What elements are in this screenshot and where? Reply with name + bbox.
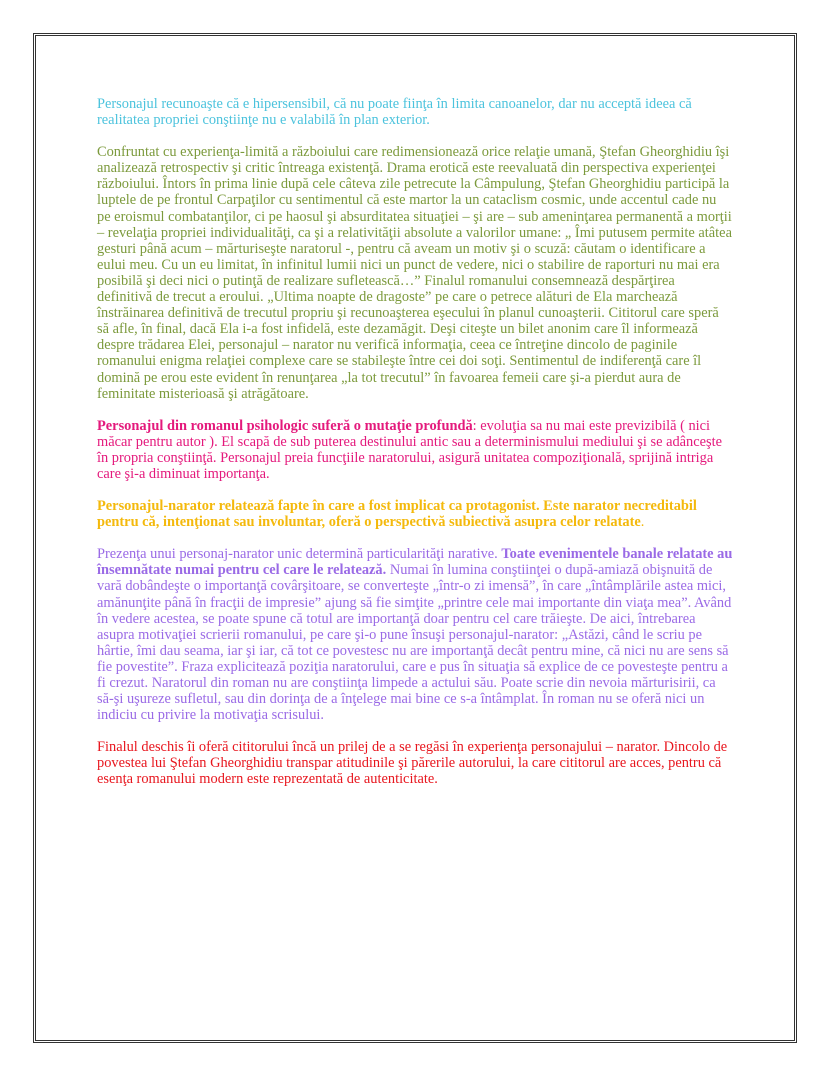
paragraph-narrator	[97, 498, 733, 530]
paragraph-psychological-character	[97, 418, 733, 482]
bold-phrase: Personajul din romanul psihologic suferă o mutaţie profundă	[97, 417, 473, 434]
paragraph-open-ending: Finalul deschis îi oferă cititorului încă un prilej de a se regăsi în experienţa personajului – narator. Dincolo de povestea lui Ştefan Gheorghidiu transpar atitudinile şi părerile autorului, la care cititorul are acces, pentru că esenţa romanului modern este reprezentată de autenticitate.	[97, 739, 728, 788]
bold-phrase: Toate evenimentele banale relatate au însemnătate numai pentru cel care le relatează.	[97, 546, 733, 579]
paragraph-text: Numai în lumina conştiinţei o după-amiază obişnuită de vară dobândeşte o importanţă covârşitoare, se converteşte „într-o zi imensă”, în care „întâmplările astea mici, amănunţite până în fracţii de impresie” ajung să fie simţite „printre cele mai importante din viaţa mea”. Având în vedere acestea, se poate spune că totul are importanţă doar pentru cel care trăieşte. De aici, întrebarea asupra motivaţiei scrierii romanului, pe care şi-o pune însuşi personajul-narator: „Astăzi, când le scriu pe hârtie, îmi dau seama, iar şi iar, că tot ce povestesc nu are importanţă decât pentru mine, că nici nu are sens să fie povestite”. Fraza explicitează poziţia naratorului, care e pus în situaţia să explice de ce povesteşte pentru a fi crezut. Naratorul din roman nu are conştiinţa limpede a actului său. Poate scrie din nevoia mărturisirii, ca să-şi uşureze sufletul, sau din dorinţa de a înţelege mai bine ce s-a întâmplat. În roman nu se oferă nici un indiciu cu privire la motivaţia scrisului.	[97, 562, 732, 724]
paragraph-war-experience: Confruntat cu experienţa-limită a războiului care redimensionează orice relaţie umană, Ştefan Gheorghidiu îşi analizează retrospectiv şi critic întreaga existenţă. Drama erotică este reevaluată din perspectiva experienţei războiului. Întors în prima linie după cele câteva zile petrecute la Câmpulung, Ştefan Gheorghidiu participă la luptele de pe frontul Carpaţilor cu sentimentul că este martor la un cataclism cosmic, unde accentul cade nu pe eroismul combatanţilor, ci pe haosul şi absurditatea situaţiei – şi are – sub ameninţarea permanentă a morţii – revelaţia propriei individualităţi, ca şi a relativităţii absolute a valorilor umane: „ Îmi putusem permite atâtea gesturi până acum – mărturiseşte naratorul -, pentru că aveam un motiv şi o scuză: căutam o identificare a eului meu. Cu un eu limitat, în infinitul lumii nici un punct de vedere, nici o stabilire de raporturi nu mai era posibilă şi deci nici o putinţă de realizare sufletească…” Finalul romanului consemnează despărţirea definitivă de trecut a eroului. „Ultima noapte de dragoste” pe care o petrece alături de Ela marchează înstrăinarea definitivă de trecutul propriu şi recunoaşterea eşecului în planul cunoaşterii. Cititorul care speră să afle, în final, dacă Ela i-a fost infidelă, este dezamăgit. Deşi citeşte un bilet anonim care îl informează despre trădarea Elei, personajul – narator nu verifică informaţia, ceea ce întreţine dincolo de paginile romanului enigma relaţiei complexe care se stabileşte între cei doi soţi. Sentimentul de indiferenţă care îl domină pe erou este evident în renunţarea „la tot trecutul” în favoarea femeii care şi-a pierdut aura de feminitate misterioasă şi atrăgătoare.	[97, 144, 732, 402]
paragraph-narrative-particularities	[97, 546, 733, 723]
paragraph-text: Prezenţa unui personaj-narator unic determină particularităţi narative.	[97, 546, 502, 563]
paragraph-hypersensitive: Personajul recunoaşte că e hipersensibil, că nu poate fiinţa în limita canoanelor, dar nu acceptă ideea că realitatea propriei conştiinţe nu e valabilă în plan exterior.	[97, 96, 692, 129]
paragraph-text: .	[640, 514, 645, 531]
document-body	[97, 96, 733, 804]
bold-phrase: Personajul-narator relatează fapte în care a fost implicat ca protagonist. Este narator necreditabil pentru că, intenţionat sau involuntar, oferă o perspectivă subiectivă asupra celor relatate	[97, 498, 697, 531]
paragraph-text: : evoluţia sa nu mai este previzibilă ( nici măcar pentru autor ). El scapă de sub puterea destinului antic sau a determinismului mediului şi se adânceşte în propria conştiinţă. Personajul preia funcţiile naratorului, asigură unitatea compoziţională, sprijină intriga care şi-a diminuat importanţa.	[97, 417, 722, 482]
